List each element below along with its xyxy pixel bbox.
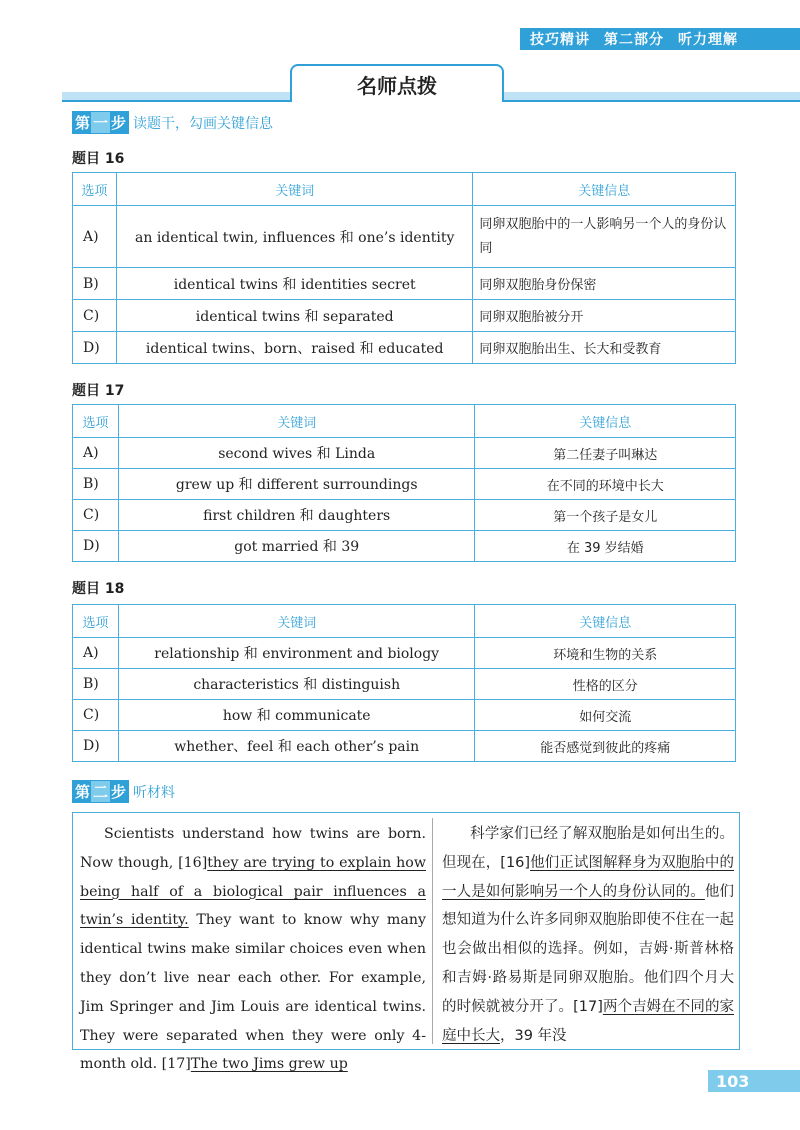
passage-chinese: 科学家们已经了解双胞胎是如何出生的。但现在，[16]他们正试图解释身为双胞胎中的一人是如何影响另一个人的身份认同的。他们想知道为什么许多同卵双胞胎即使不住在一起也会做出相似的选择。例如，吉姆·斯普林格和吉姆·路易斯是同卵双胞胎。他们四个月大的时候就被分开了。[17]两个吉姆在不同的家庭中长大，39 年没 xyxy=(442,826,735,1044)
table-row: D) whether、feel 和 each other’s pain 能否感觉到彼此的疼痛 xyxy=(73,731,736,762)
step2-heading xyxy=(72,780,175,803)
q18-header-option: 选项 xyxy=(73,605,119,638)
q17-header-keyinfo: 关键信息 xyxy=(475,405,736,438)
section-header xyxy=(520,28,800,50)
zh-key-sentence-17: 两个吉姆在不同的家庭中长大 xyxy=(442,998,735,1044)
key-sentence-16: they are trying to explain how being half of a biological pair influences a twin’s identity. xyxy=(80,854,426,929)
page-number: 103 xyxy=(708,1070,800,1092)
table-row: A) second wives 和 Linda 第二任妻子叫琳达 xyxy=(73,438,736,469)
q17-title: 题目 17 xyxy=(72,383,125,399)
zh-marker-17: [17] xyxy=(573,998,603,1015)
passage-english: Scientists understand how twins are born. Now though, [16]they are trying to explain how being half of a biological pair influences a twin’s identity. They want to know why many identical twins make similar choices even when they don’t live near each other. For example, Jim Springer and Jim Louis are identical twins. They were separated when they were only 4-month old. [17]The two Jims grew up xyxy=(80,826,426,1073)
q17-header-option: 选项 xyxy=(73,405,119,438)
q18-title: 题目 18 xyxy=(72,581,125,597)
step1-heading xyxy=(72,111,273,134)
marker-17: [17] xyxy=(161,1056,191,1073)
table-row: B) identical twins 和 identities secret 同卵双胞胎身份保密 xyxy=(73,268,736,300)
step2-tag: 第 二 步 xyxy=(72,780,129,803)
q16-header-keyinfo: 关键信息 xyxy=(473,173,736,206)
table-row: B) characteristics 和 distinguish 性格的区分 xyxy=(73,669,736,700)
header-segment-2: 第二部分 xyxy=(604,32,664,48)
key-sentence-17: The two Jims grew up xyxy=(190,1056,348,1073)
q17-table xyxy=(72,404,736,562)
header-segment-3: 听力理解 xyxy=(678,32,738,48)
q17-header-keywords: 关键词 xyxy=(118,405,474,438)
q18-table xyxy=(72,604,736,762)
q16-header-option: 选项 xyxy=(73,173,117,206)
q16-title: 题目 16 xyxy=(72,151,125,167)
step1-desc: 读题干，勾画关键信息 xyxy=(133,115,274,132)
table-row: C) how 和 communicate 如何交流 xyxy=(73,700,736,731)
table-row: D) got married 和 39 在 39 岁结婚 xyxy=(73,531,736,562)
page-title: 名师点拨 xyxy=(290,64,504,102)
header-segment-1: 技巧精讲 xyxy=(530,32,590,48)
table-row: C) first children 和 daughters 第一个孩子是女儿 xyxy=(73,500,736,531)
table-row: A) relationship 和 environment and biology 环境和生物的关系 xyxy=(73,638,736,669)
table-row: C) identical twins 和 separated 同卵双胞胎被分开 xyxy=(73,300,736,332)
step2-desc: 听材料 xyxy=(133,784,176,801)
table-row: D) identical twins、born、raised 和 educated 同卵双胞胎出生、长大和受教育 xyxy=(73,332,736,364)
table-row: B) grew up 和 different surroundings 在不同的环境中长大 xyxy=(73,469,736,500)
q18-header-keywords: 关键词 xyxy=(118,605,475,638)
zh-marker-16: [16] xyxy=(500,854,531,871)
passage-divider xyxy=(432,818,433,1044)
q16-table xyxy=(72,172,736,364)
zh-key-sentence-16: 他们正试图解释身为双胞胎中的一人是如何影响另一个人的身份认同的。 xyxy=(442,854,735,900)
marker-16: [16] xyxy=(178,854,208,871)
step1-tag: 第 一 步 xyxy=(72,111,129,134)
q18-header-keyinfo: 关键信息 xyxy=(475,605,736,638)
q16-header-keywords: 关键词 xyxy=(116,173,472,206)
table-row: A) an identical twin, influences 和 one’s identity 同卵双胞胎中的一人影响另一个人的身份认同 xyxy=(73,206,736,268)
